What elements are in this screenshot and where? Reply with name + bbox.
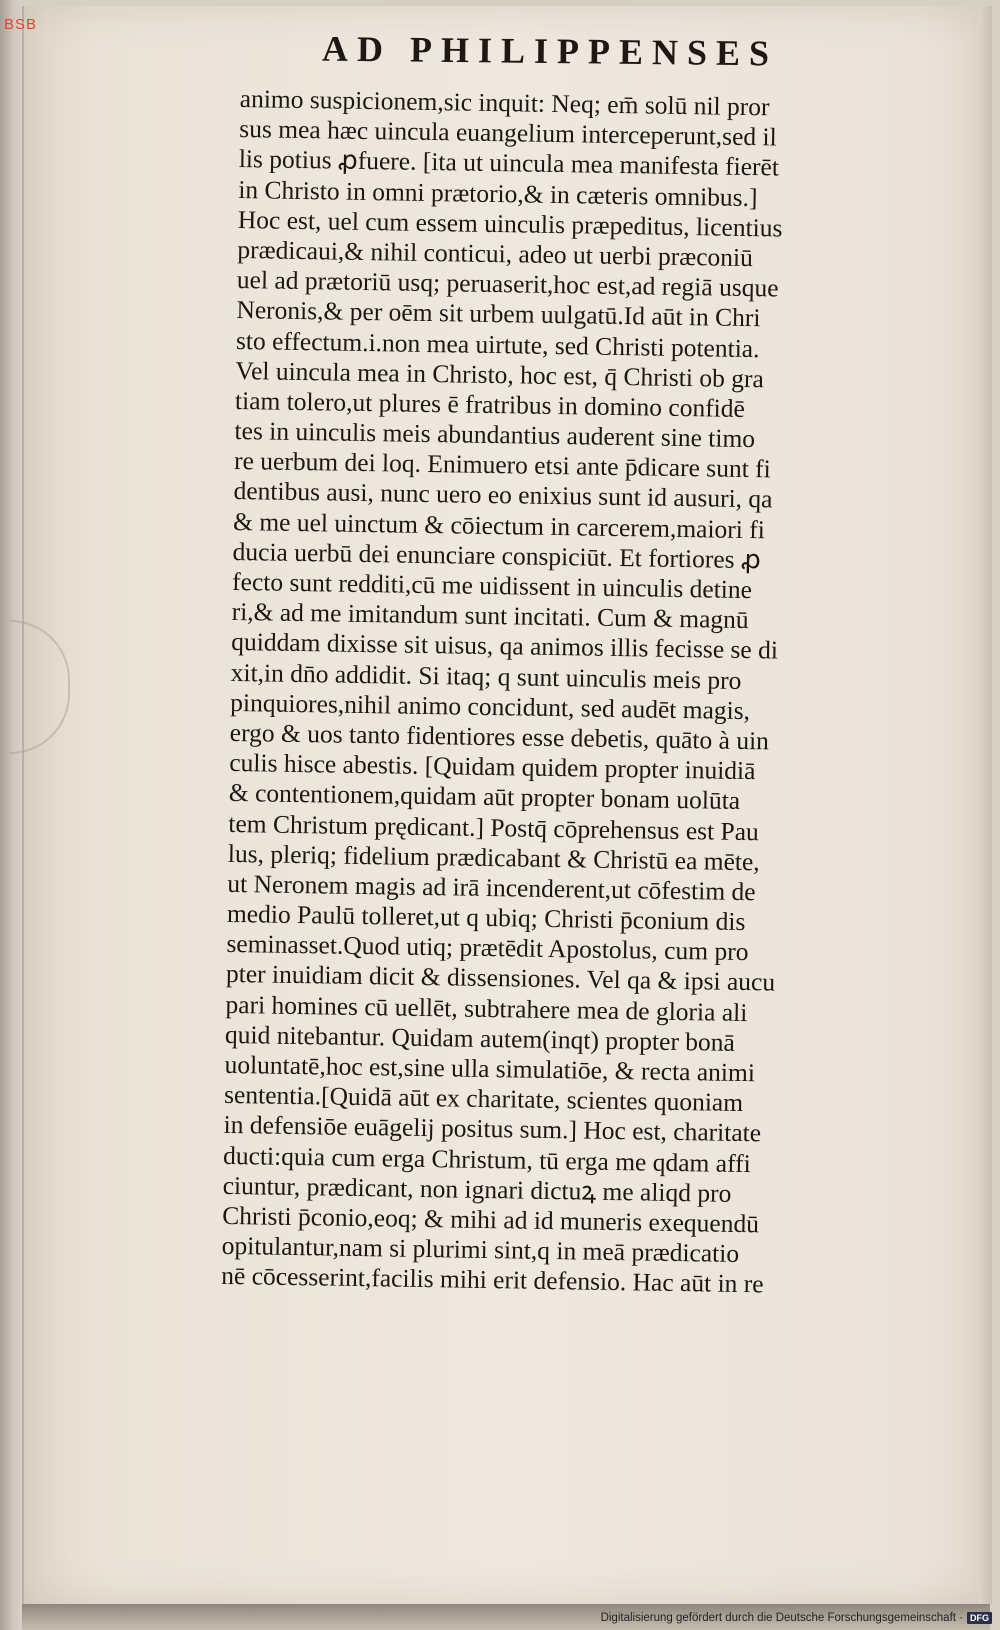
text-line: uoluntatē,hoc est,sine ulla simulatiōe, & recta animi: [224, 1049, 756, 1088]
text-line: in Christo in omni prætorio,& in cæteris omnibus.]: [238, 174, 758, 212]
text-line: quid nitebantur. Quidam autem(inqt) propter bonā: [224, 1019, 736, 1057]
text-line: ciuntur, prædicant, non ignari dictuꝝ me aliqd pro: [222, 1170, 732, 1208]
text-line: culis hisce abestis. [Quidam quidem propter inuidiā: [229, 748, 756, 786]
text-line: Hoc est, uel cum essem uinculis præpeditus, licentius: [237, 204, 783, 243]
text-line: pter inuidiam dicit & dissensiones. Vel qa & ipsi aucu: [225, 959, 776, 997]
text-line: re uerbum dei loq. Enimuero etsi ante p̄dicare sunt fi: [233, 446, 771, 484]
text-line: lis potius ꝓfuere. [ita ut uincula mea manifesta fierēt: [238, 144, 780, 182]
running-header: AD PHILIPPENSES: [321, 28, 779, 74]
text-line: dentibus ausi, nunc uero eo enixius sunt id ausuri, qa: [233, 476, 773, 514]
text-line: Neronis,& per oēm sit urbem uulgatū.Id aūt in Chri: [236, 295, 761, 333]
text-line: seminasset.Quod utiq; prætēdit Apostolus, cum pro: [226, 929, 749, 967]
dfg-logo: DFG: [967, 1612, 992, 1624]
text-line: in defensiōe euāgelij positus sum.] Hoc est, charitate: [223, 1110, 762, 1148]
text-line: tes in uinculis meis abundantius auderent sine timo: [234, 416, 756, 454]
text-line: animo suspicionem,sic inquit: Neq; em̄ solū nil pror: [239, 84, 770, 122]
text-line: & me uel uinctum & cōiectum in carcerem,maiori fi: [232, 506, 766, 544]
page-edge: [978, 6, 992, 1604]
text-line: & contentionem,quidam aūt propter bonam uolūta: [228, 778, 741, 816]
text-line: pinquiores,nihil animo concidunt, sed audēt magis,: [230, 687, 751, 725]
text-line: nē cōcesserint,facilis mihi erit defensio. Hac aūt in re: [221, 1261, 764, 1299]
text-line: ducia uerbū dei enunciare conspiciūt. Et fortiores ꝓ: [232, 536, 761, 575]
text-line: tiam tolero,ut plures ē fratribus in domino confidē: [234, 385, 746, 423]
text-line: tem Christum prędicant.] Postq̄ cōprehensus est Pau: [228, 808, 760, 846]
text-line: quiddam dixisse sit uisus, qa animos illis fecisse se di: [231, 627, 779, 665]
text-line: prædicaui,& nihil conticui, adeo ut uerbi præconiū: [237, 234, 754, 273]
text-line: sto effectum.i.non mea uirtute, sed Christi potentia.: [235, 325, 760, 363]
text-line: lus, pleriq; fidelium prædicabant & Christū ea mēte,: [227, 838, 760, 876]
text-line: Vel uincula mea in Christo, hoc est, q̄ Christi ob gra: [235, 355, 764, 393]
footer-credit: [601, 1612, 992, 1624]
text-line: sententia.[Quidā aūt ex charitate, scientes quoniam: [223, 1080, 744, 1118]
text-line: Christi p̄conio,eoq; & mihi ad id muneris exequendū: [222, 1200, 760, 1239]
text-line: ducti:quia cum erga Christum, tū erga me qdam affi: [222, 1140, 751, 1178]
text-line: pari homines cū uellēt, subtrahere mea de gloria ali: [225, 989, 748, 1027]
text-line: ergo & uos tanto fidentiores esse debetis, quāto à uin: [229, 717, 770, 756]
text-line: uel ad prætoriū usq; peruaserit,hoc est,ad regiā usque: [236, 265, 779, 303]
text-line: fecto sunt redditi,cū me uidissent in uinculis detine: [231, 566, 753, 605]
text-line: ut Neronem magis ad irā incenderent,ut cōfestim de: [227, 868, 756, 907]
text-line: xit,in dn̄o addidit. Si itaq; q sunt uinculis meis pro: [230, 657, 742, 695]
book-spine: [0, 0, 22, 1630]
text-line: opitulantur,nam si plurimi sint,q in meā prædicatio: [221, 1230, 740, 1269]
text-line: sus mea hæc uincula euangelium interceperunt,sed il: [239, 114, 777, 152]
footer-text: Digitalisierung gefördert durch die Deutsche Forschungsgemeinschaft ·: [600, 1612, 963, 1624]
body-text: [221, 84, 940, 1302]
text-line: medio Paulū tolleret,ut q ubiq; Christi p̄conium dis: [226, 898, 746, 937]
library-mark: BSB: [4, 16, 38, 33]
text-line: ri,& ad me imitandum sunt incitati. Cum & magnū: [231, 597, 749, 635]
